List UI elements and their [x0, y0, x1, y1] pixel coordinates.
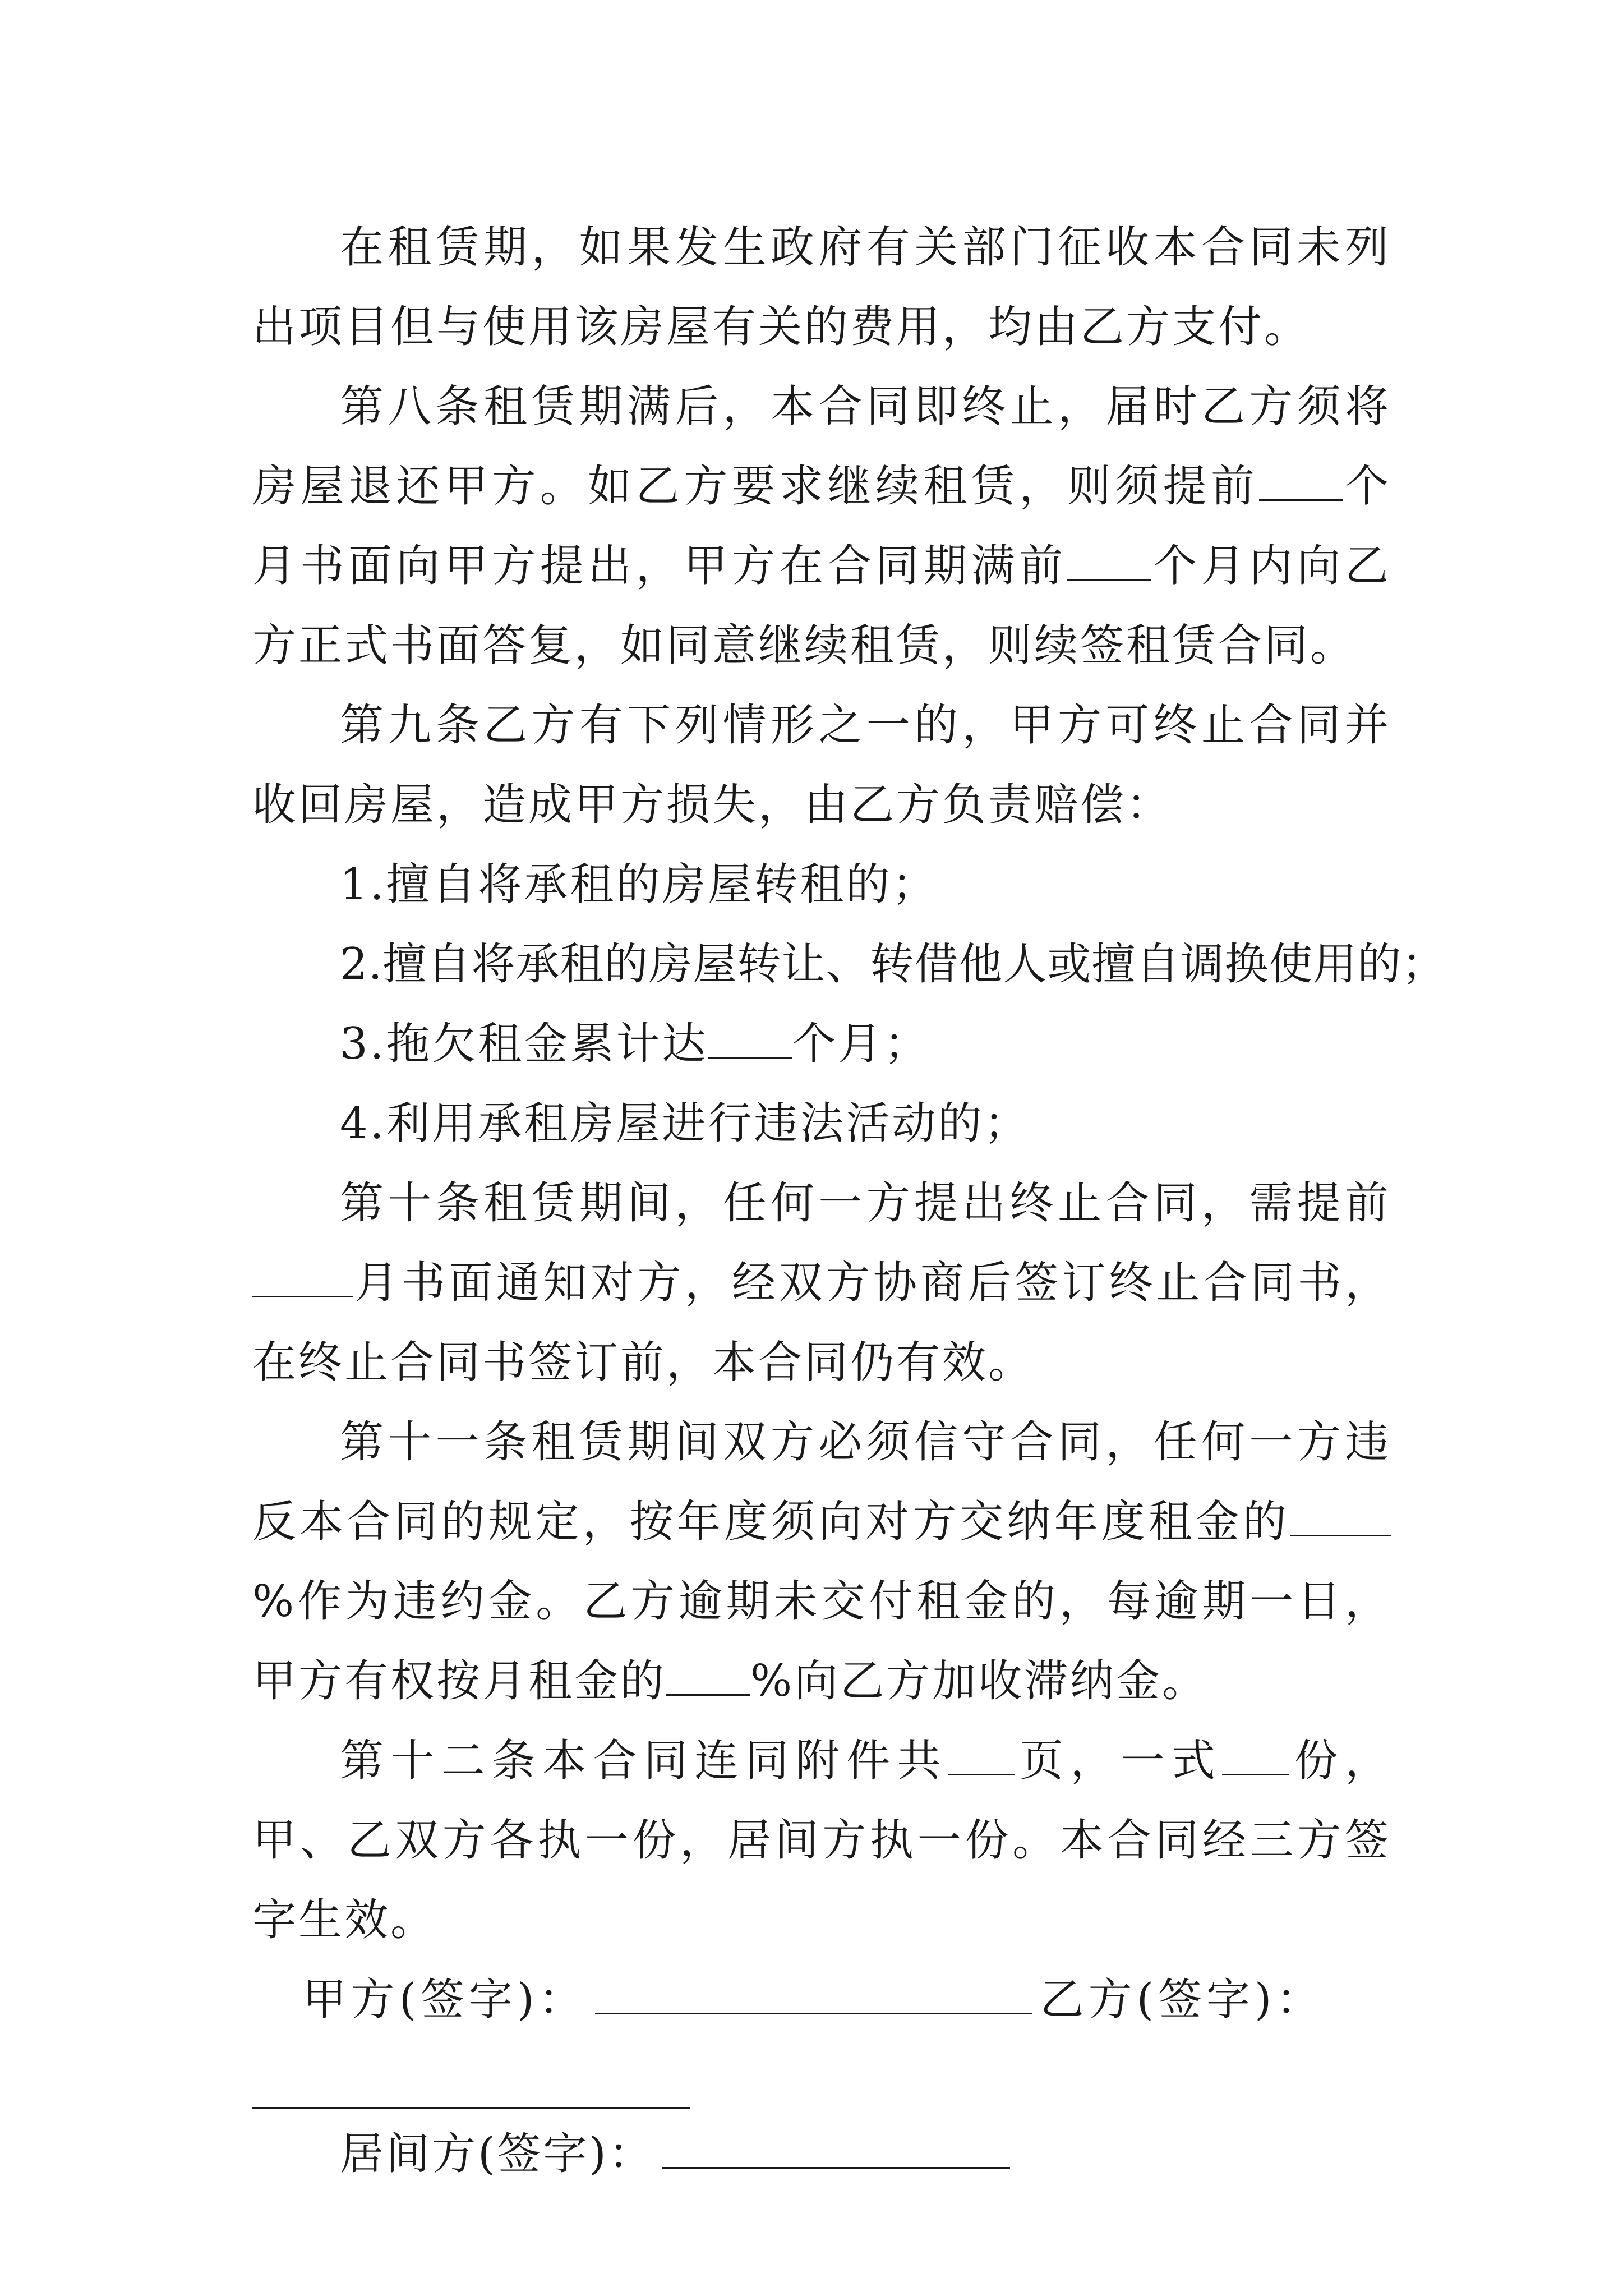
party-a-signature-line[interactable] [595, 1969, 1032, 2014]
item-2-text: 2.擅自将承租的房屋转让、转借他人或擅自调换使用的； [340, 939, 1446, 990]
signature-row-intermediary [252, 2114, 1391, 2194]
article-11-text-c: %向乙方加收滞纳金。 [750, 1656, 1209, 1706]
article-12-text-a: 第十二条本合同连同附件共 [340, 1736, 948, 1786]
article-12 [252, 1721, 1391, 1960]
blank-field[interactable] [1259, 458, 1343, 501]
article-9-item-1 [252, 845, 1391, 924]
blank-field[interactable] [708, 1015, 792, 1059]
article-10 [252, 1163, 1391, 1402]
article-12-text-b: 页，一式 [1015, 1736, 1223, 1786]
contract-body [252, 208, 1446, 2194]
blank-field[interactable] [252, 1254, 353, 1297]
blank-field[interactable] [948, 1732, 1015, 1775]
blank-field[interactable] [1222, 1732, 1289, 1775]
party-b-signature-label: 乙方(签字)： [1040, 1975, 1325, 2025]
paragraph-fees [252, 208, 1391, 367]
item-1-text: 1.擅自将承租的房屋转租的； [340, 859, 938, 910]
intermediary-signature-line[interactable] [662, 2123, 1010, 2169]
blank-field[interactable] [1067, 537, 1151, 581]
article-8-text-b: 个月书面向甲方提出，甲方在合同期满前 [252, 461, 1391, 591]
article-11-text-a: 第十一条租赁期间双方必须信守合同，任何一方违反本合同的规定，按年度须向对方交纳年度租金的 [252, 1417, 1391, 1547]
article-8 [252, 367, 1391, 685]
party-a-signature-label: 甲方(签字)： [302, 1975, 587, 2025]
item-3-text-b: 个月； [792, 1019, 930, 1069]
article-10-text-a: 第十条租赁期间，任何一方提出终止合同，需提前 [340, 1178, 1391, 1228]
item-3-text-a: 3.拖欠租金累计达 [340, 1019, 708, 1069]
paragraph-fees-text: 在租赁期，如果发生政府有关部门征收本合同未列出项目但与使用该房屋有关的费用，均由乙方支付。 [252, 222, 1391, 352]
party-b-signature-line[interactable] [252, 2107, 690, 2109]
article-9-text: 第九条乙方有下列情形之一的，甲方可终止合同并收回房屋，造成甲方损失，由乙方负责赔偿： [252, 700, 1391, 830]
item-4-text: 4.利用承租房屋进行违法活动的； [340, 1098, 1030, 1149]
intermediary-signature-label: 居间方(签字)： [340, 2129, 654, 2179]
article-8-text-c: 个月内向乙方正式书面答复，如同意继续租赁，则续签租赁合同。 [252, 541, 1391, 671]
article-9 [252, 685, 1391, 845]
article-8-text-a: 第八条租赁期满后，本合同即终止，届时乙方须将房屋退还甲方。如乙方要求继续租赁，则须提前 [252, 381, 1391, 512]
article-11 [252, 1402, 1391, 1721]
article-10-text-b: 月书面通知对方，经双方协商后签订终止合同书，在终止合同书签订前，本合同仍有效。 [252, 1258, 1391, 1388]
signature-row-parties [252, 1960, 1391, 2040]
article-9-item-4 [252, 1084, 1391, 1163]
article-9-item-2 [252, 924, 1446, 1004]
article-12-text-c: 份，甲、乙双方各执一份，居间方执一份。本合同经三方签字生效。 [252, 1736, 1391, 1945]
article-9-item-3 [252, 1004, 1391, 1084]
article-11-text-b: %作为违约金。乙方逾期未交付租金的，每逾期一日，甲方有权按月租金的 [252, 1576, 1391, 1706]
blank-field[interactable] [1290, 1493, 1391, 1536]
blank-field[interactable] [666, 1653, 750, 1696]
